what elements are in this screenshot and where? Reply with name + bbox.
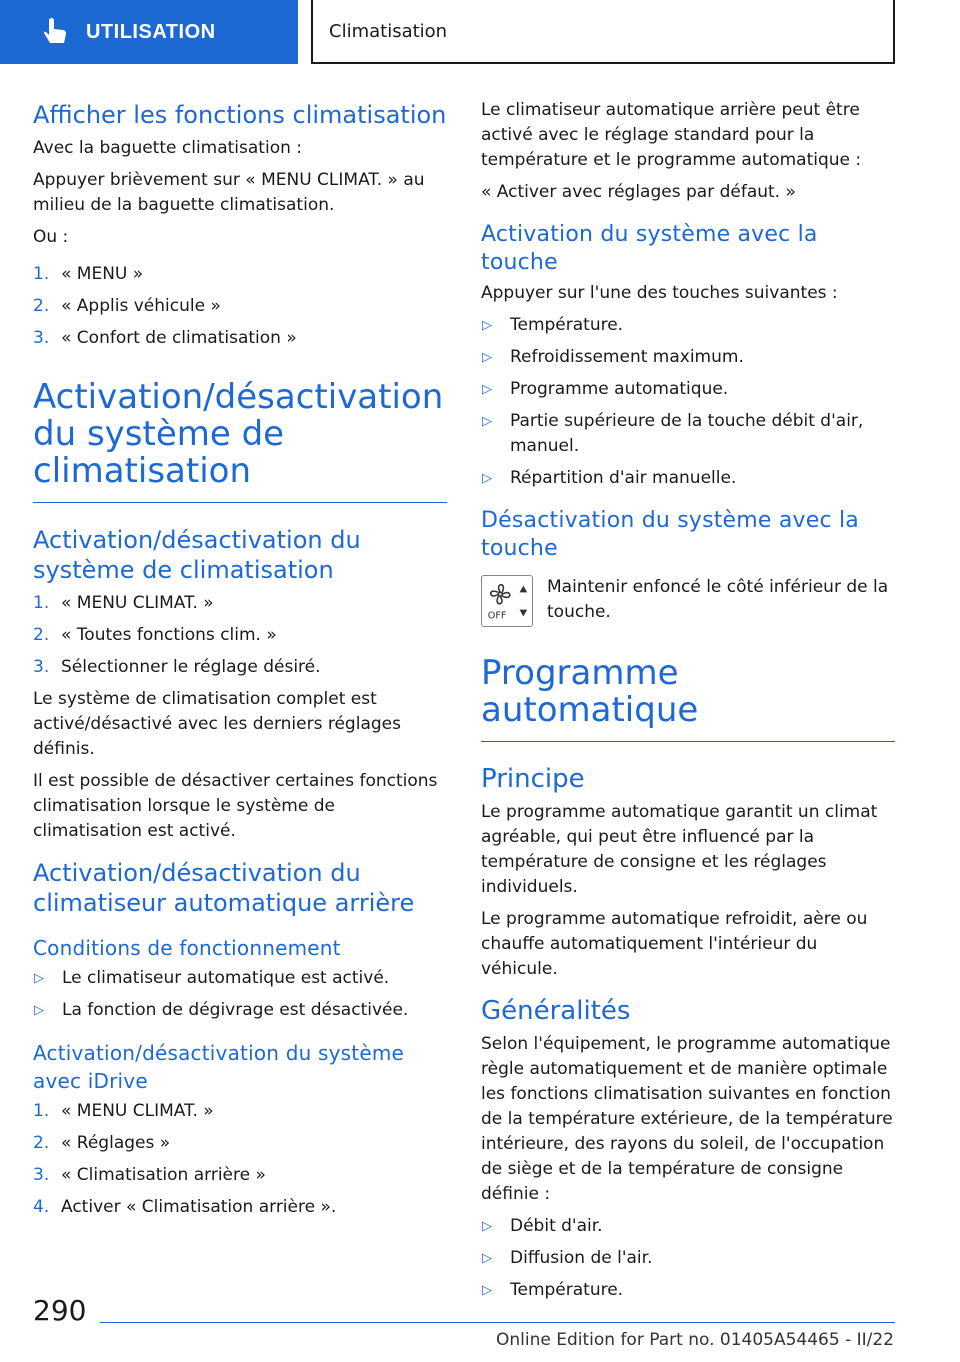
list-item: ▷ Diffusion de l'air. [481,1246,895,1271]
bullet-list [481,1214,895,1303]
edition-label: Online Edition for Part no. 01405A54465 - II/22 [495,1330,894,1350]
list-item: 3. « Confort de climatisation » [33,328,297,348]
fan-off-button-icon [481,575,533,627]
section-title: Généralités [481,996,631,1026]
triangle-bullet-icon: ▷ [482,350,492,365]
subsection-title: Activation/désactivation du système avec iDrive [33,1041,405,1093]
list-item: 3. « Climatisation arrière » [33,1165,266,1185]
numbered-list [33,1099,447,1220]
subsection-title: Activation du système avec la touche [481,222,818,275]
list-item: 4. Activer « Climatisation arrière ». [33,1197,337,1217]
paragraph: Le programme automatique refroidit, aère ou chauffe automatiquement l'intérieur du véhicule. [481,909,868,979]
paragraph: Avec la baguette climatisation : [33,138,303,158]
bullet-list [33,966,447,1023]
list-item: ▷ Partie supérieure de la touche débit d'air, manuel. [481,409,895,459]
list-item: 2. « Applis véhicule » [33,296,221,316]
list-item: 2. « Réglages » [33,1133,171,1153]
left-column [33,98,447,1227]
key-instruction [481,575,895,627]
paragraph: Appuyer sur l'une des touches suivantes : [481,283,838,303]
paragraph: Il est possible de désactiver certaines fonctions climatisation lorsque le système de climatisation est activé. [33,771,438,841]
triangle-bullet-icon: ▷ [482,318,492,333]
chapter-header [311,0,895,64]
subsection-title: Conditions de fonctionnement [33,936,341,960]
hand-pointer-icon [40,17,70,47]
list-item: ▷ La fonction de dégivrage est désactivée. [33,998,447,1023]
section-title: Afficher les fonctions climatisation [33,101,447,129]
triangle-bullet-icon: ▷ [34,1003,44,1018]
chapter-heading: Programme automatique [481,655,895,742]
section-title: Principe [481,764,585,794]
footer-divider [100,1322,895,1323]
triangle-bullet-icon: ▷ [482,414,492,429]
list-item: ▷ Température. [481,313,895,338]
list-item: 1. « MENU CLIMAT. » [33,1101,214,1121]
paragraph: Le système de climatisation complet est activé/désactivé avec les derniers réglages définis. [33,689,401,759]
triangle-bullet-icon: ▷ [482,1283,492,1298]
list-item: ▷ Le climatiseur automatique est activé. [33,966,447,991]
paragraph: Appuyer brièvement sur « MENU CLIMAT. » au milieu de la baguette climatisation. [33,170,425,215]
subsection-title: Désactivation du système avec la touche [481,508,859,561]
list-item: ▷ Température. [481,1278,895,1303]
section-title: Activation/désactivation du climatiseur automatique arrière [33,859,415,917]
svg-text:OFF: OFF [487,610,507,622]
list-item: 3. Sélectionner le réglage désiré. [33,657,321,677]
page-number: 290 [33,1294,87,1327]
paragraph: Le programme automatique garantit un climat agréable, qui peut être influencé par la température de consigne et les réglages individuels. [481,802,878,897]
triangle-bullet-icon: ▷ [482,1219,492,1234]
paragraph: Le climatiseur automatique arrière peut être activé avec le réglage standard pour la température et le programme automatique : [481,100,862,170]
triangle-bullet-icon: ▷ [482,1251,492,1266]
list-item: ▷ Refroidissement maximum. [481,345,895,370]
numbered-list [33,591,447,680]
paragraph: « Activer avec réglages par défaut. » [481,182,796,202]
list-item: 2. « Toutes fonctions clim. » [33,625,277,645]
bullet-list [481,313,895,491]
section-label: UTILISATION [86,20,216,43]
numbered-list [33,262,447,351]
list-item: ▷ Programme automatique. [481,377,895,402]
triangle-bullet-icon: ▷ [34,971,44,986]
chapter-heading: Activation/désactivation du système de climatisation [33,379,447,503]
paragraph: Maintenir enfoncé le côté inférieur de la touche. [547,577,889,622]
triangle-bullet-icon: ▷ [482,382,492,397]
section-tab [0,0,298,64]
chapter-title: Climatisation [329,20,448,42]
list-item: 1. « MENU CLIMAT. » [33,593,214,613]
list-item: ▷ Débit d'air. [481,1214,895,1239]
list-item: ▷ Répartition d'air manuelle. [481,466,895,491]
list-item: 1. « MENU » [33,264,144,284]
section-title: Activation/désactivation du système de climatisation [33,526,361,584]
paragraph: Selon l'équipement, le programme automatique règle automatiquement et de manière optimale les fonctions climatisation suivantes en fonction de la température extérieure, de la température intérieure, des rayons du soleil, de l'occupation de siège et de la température de consigne définie : [481,1034,893,1204]
right-column [481,98,895,1310]
paragraph: Ou : [33,227,69,247]
triangle-bullet-icon: ▷ [482,471,492,486]
